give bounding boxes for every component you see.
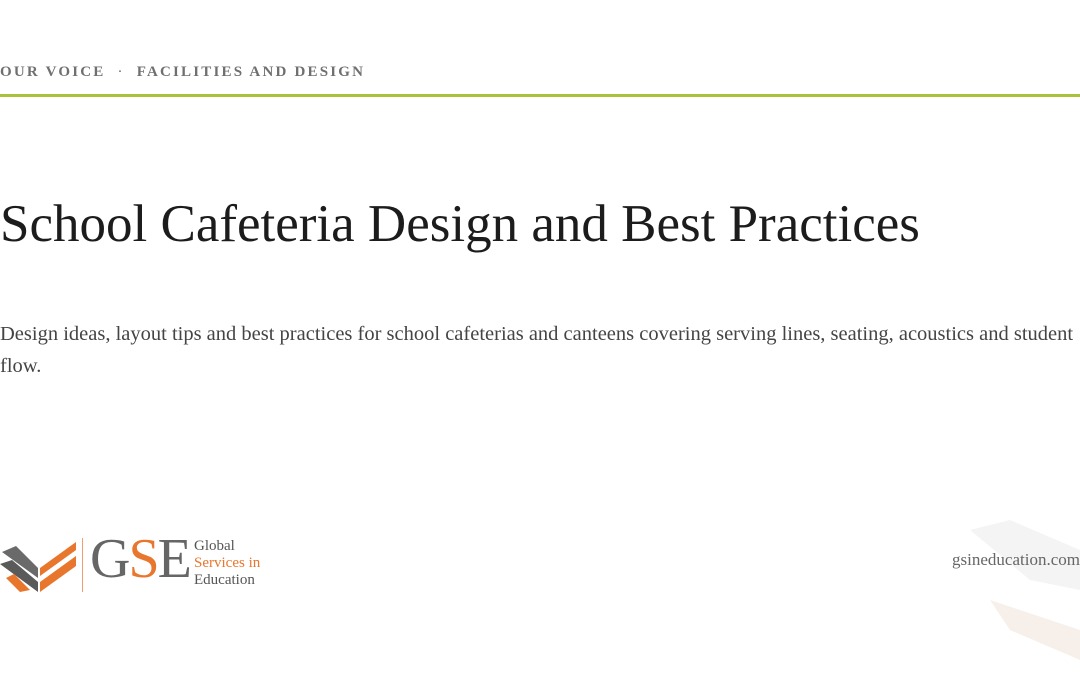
logo-tagline-line2: Services in [194,555,261,571]
logo-tagline-line3: Education [194,572,255,588]
logo-tagline-line1: Global [194,538,235,554]
gse-logo[interactable] [0,528,280,596]
open-book-icon [0,538,78,594]
logo-tagline [194,538,260,589]
article-summary: Design ideas, layout tips and best practices for school cafeterias and canteens covering serving lines, seating, acoustics and student flow. [0,323,1074,377]
breadcrumb-separator: · [117,64,125,80]
logo-letter-g: G [90,528,129,590]
logo-wordmark [90,528,190,590]
site-url-link[interactable]: gsineducation.com [952,550,1080,569]
logo-letter-s: S [128,528,158,590]
logo-divider [82,538,83,592]
breadcrumb-category-link[interactable]: FACILITIES AND DESIGN [136,64,366,80]
header-divider [0,94,1080,97]
breadcrumb-section-link[interactable]: OUR VOICE [0,64,106,80]
logo-letter-e: E [157,528,190,590]
article-title: School Cafeteria Design and Best Practices [0,195,920,253]
breadcrumb [0,64,365,81]
decorative-watermark [970,520,1080,675]
